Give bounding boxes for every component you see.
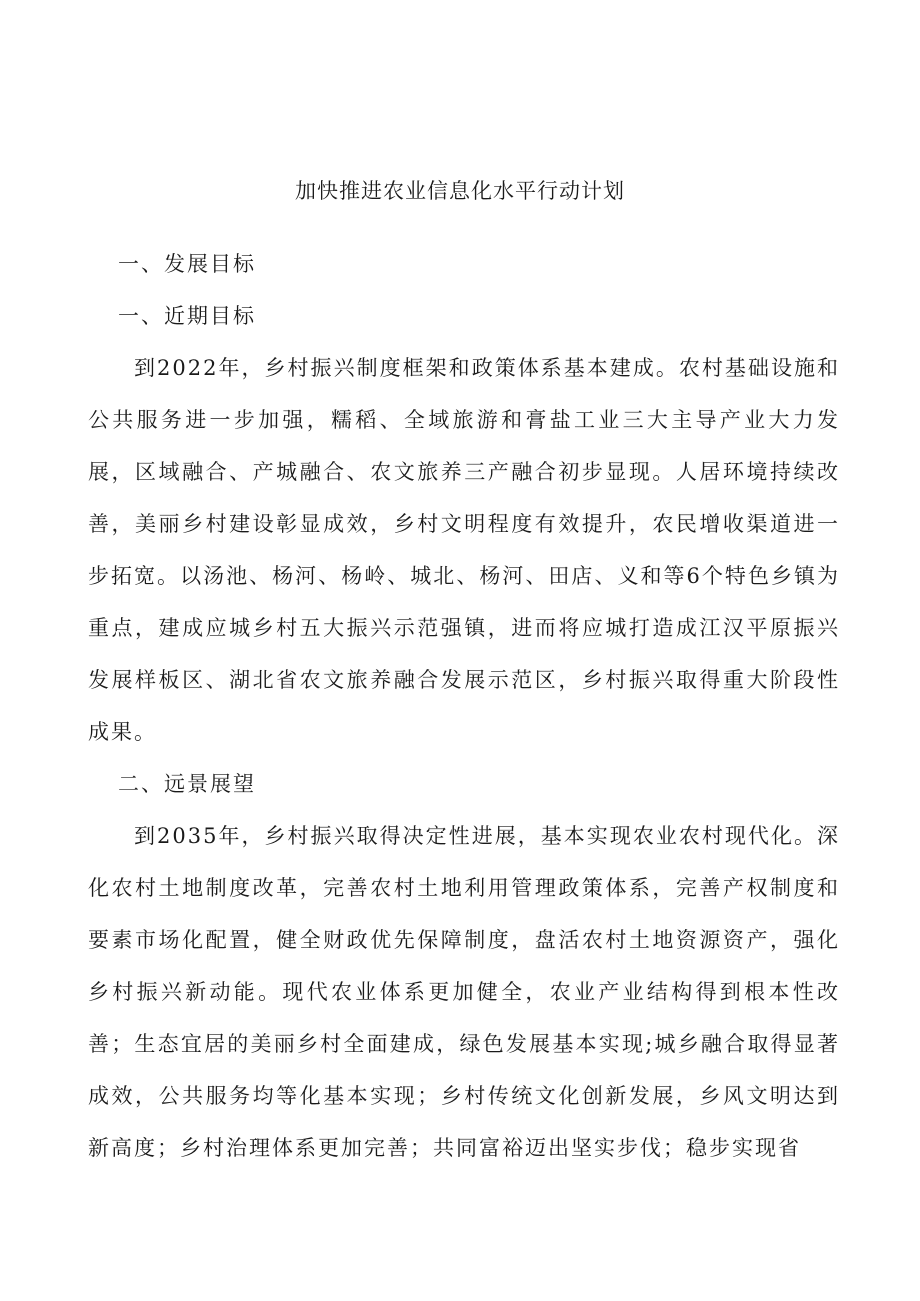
document-body: [88, 238, 840, 1174]
section-heading-development-goals: 一、发展目标: [118, 252, 256, 276]
section-heading-long-term-outlook: 二、远景展望: [118, 772, 256, 796]
document-title: 加快推进农业信息化水平行动计划: [295, 179, 625, 203]
section-heading-near-term-goals: 一、近期目标: [118, 304, 256, 328]
paragraph-long-term: 到2035年，乡村振兴取得决定性进展，基本实现农业农村现代化。深化农村土地制度改革，完善农村土地利用管理政策体系，完善产权制度和要素市场化配置，健全财政优先保障制度，盘活农村土地资源资产，强化乡村振兴新动能。现代农业体系更加健全，农业产业结构得到根本性改善；生态宜居的美丽乡村全面建成，绿色发展基本实现;城乡融合取得显著成效，公共服务均等化基本实现；乡村传统文化创新发展，乡风文明达到新高度；乡村治理体系更加完善；共同富裕迈出坚实步伐；稳步实现省: [88, 824, 840, 1160]
paragraph-near-term: 到2022年，乡村振兴制度框架和政策体系基本建成。农村基础设施和公共服务进一步加强，糯稻、全域旅游和膏盐工业三大主导产业大力发展，区域融合、产城融合、农文旅养三产融合初步显现。人居环境持续改善，美丽乡村建设彰显成效，乡村文明程度有效提升，农民增收渠道进一步拓宽。以汤池、杨河、杨岭、城北、杨河、田店、义和等6个特色乡镇为重点，建成应城乡村五大振兴示范强镇，进而将应城打造成江汉平原振兴发展样板区、湖北省农文旅养融合发展示范区，乡村振兴取得重大阶段性成果。: [88, 356, 840, 744]
